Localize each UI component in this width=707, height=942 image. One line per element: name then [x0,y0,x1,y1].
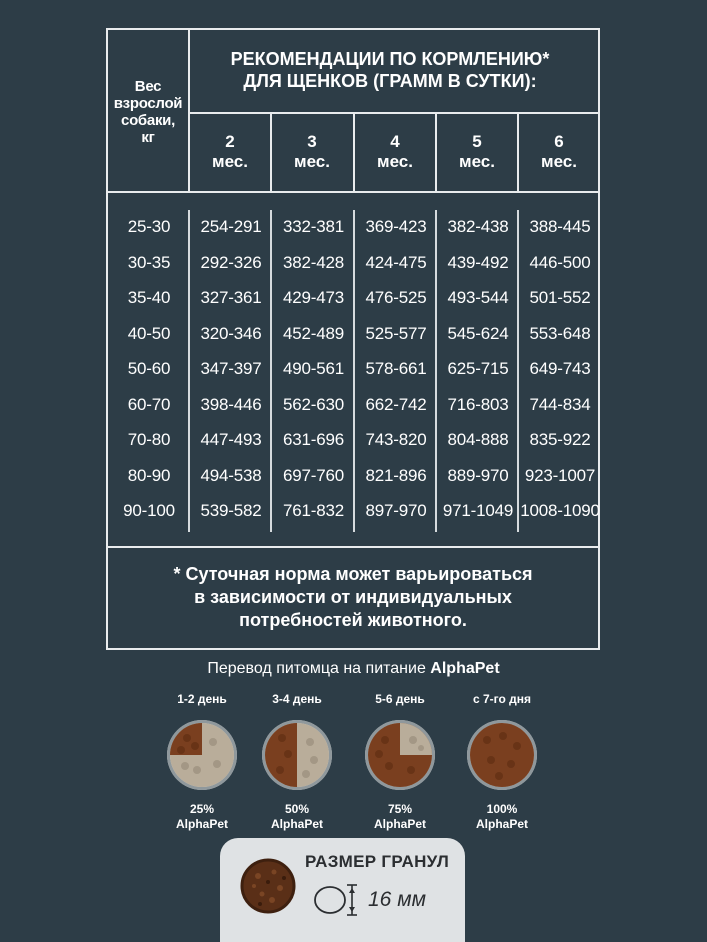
weight-cell: 70-80 [127,430,171,449]
grams-cell: 490-561 [283,359,344,378]
table-row [108,316,598,351]
table-row [108,493,598,528]
grams-cell: 347-397 [200,359,262,378]
weight-cell: 50-60 [127,359,171,378]
grams-cell: 494-538 [200,465,262,485]
step-percentage: 50% AlphaPet [270,802,323,831]
month-header: 6 мес. [541,132,577,171]
grams-cell: 821-896 [365,465,427,485]
weight-cell: 90-100 [123,501,175,520]
step-percentage: 100% AlphaPet [475,802,528,831]
transition-step [147,690,257,832]
grams-cell: 662-742 [365,394,427,414]
grams-cell: 327-361 [200,288,262,307]
grams-cell: 562-630 [283,394,344,414]
grams-cell: 369-423 [365,217,427,236]
grams-cell: 631-696 [283,430,344,449]
granule-size-value: 16 мм [368,888,426,911]
grams-cell: 923-1007 [524,465,596,485]
grams-cell: 424-475 [365,252,427,272]
table-row [108,280,598,315]
step-day-label: 3-4 день [272,692,322,706]
grams-cell: 897-970 [365,501,427,520]
weight-cell: 35-40 [127,288,171,307]
feeding-recommendations-header: РЕКОМЕНДАЦИИ ПО КОРМЛЕНИЮ* ДЛЯ ЩЕНКОВ (ГРАММ В СУТКИ): [230,49,550,91]
grams-cell: 835-922 [529,430,591,449]
grams-cell: 388-445 [529,217,591,236]
grams-cell: 761-832 [283,501,344,520]
grams-cell: 398-446 [200,394,262,414]
weight-column-header: Вес взрослой собаки, кг [113,78,183,146]
month-header: 2 мес. [212,132,248,171]
transition-title-text: Перевод питомца на питание [207,660,431,677]
month-header: 5 мес. [459,132,495,171]
table-row [108,458,598,493]
grams-cell: 439-492 [447,252,509,272]
table-row [108,387,598,422]
month-header: 3 мес. [294,132,330,171]
grams-cell: 476-525 [365,288,427,307]
grams-cell: 446-500 [529,252,591,272]
grams-cell: 447-493 [200,430,262,449]
grams-cell: 382-438 [447,217,509,236]
grams-cell: 429-473 [283,288,344,307]
brand-name: AlphaPet [430,660,500,677]
month-header: 4 мес. [377,132,413,171]
table-divider [188,112,600,114]
grams-cell: 649-743 [529,359,591,378]
grams-cell: 545-624 [447,323,509,343]
kibble-bowl-icon [167,720,237,790]
transition-step [345,690,455,832]
weight-cell: 30-35 [127,252,171,272]
grams-cell: 553-648 [529,323,591,343]
grams-cell: 525-577 [365,323,427,343]
step-percentage: 25% AlphaPet [175,802,228,831]
grams-cell: 452-489 [283,323,344,343]
kibble-bowl-icon [467,720,537,790]
table-row [108,422,598,457]
table-row [108,351,598,386]
grams-cell: 320-346 [200,323,262,343]
transition-step [447,690,557,832]
step-day-label: 1-2 день [177,692,227,706]
grams-cell: 578-661 [365,359,427,378]
grams-cell: 971-1049 [442,501,514,520]
grams-cell: 889-970 [447,465,509,485]
grams-cell: 743-820 [365,430,427,449]
step-day-label: 5-6 день [375,692,425,706]
weight-cell: 40-50 [127,323,171,343]
transition-step [242,690,352,832]
step-day-label: с 7-го дня [472,692,532,706]
grams-cell: 539-582 [200,501,262,520]
grams-cell: 716-803 [447,394,509,414]
weight-cell: 25-30 [127,217,171,236]
grams-cell: 625-715 [447,359,509,378]
grams-cell: 501-552 [529,288,591,307]
table-row [108,245,598,280]
weight-cell: 60-70 [127,394,171,414]
granule-image [240,858,296,914]
grams-cell: 1008-1090 [520,501,600,520]
grams-cell: 254-291 [200,217,262,236]
grams-cell: 744-834 [529,394,591,414]
diameter-icon [312,882,362,918]
kibble-bowl-icon [262,720,332,790]
table-row [108,209,598,244]
granule-size-title: РАЗМЕР ГРАНУЛ [305,852,450,871]
grams-cell: 292-326 [200,252,262,272]
kibble-bowl-icon [365,720,435,790]
grams-cell: 493-544 [447,288,509,307]
grams-cell: 697-760 [283,465,344,485]
transition-title [0,660,707,678]
footnote: * Суточная норма может варьироваться в зависимости от индивидуальных потребностей животного. [173,564,533,630]
grams-cell: 382-428 [283,252,344,272]
step-percentage: 75% AlphaPet [373,802,426,831]
grams-cell: 332-381 [283,217,344,236]
granule-size-card [220,838,465,942]
weight-cell: 80-90 [127,465,171,485]
grams-cell: 804-888 [447,430,509,449]
